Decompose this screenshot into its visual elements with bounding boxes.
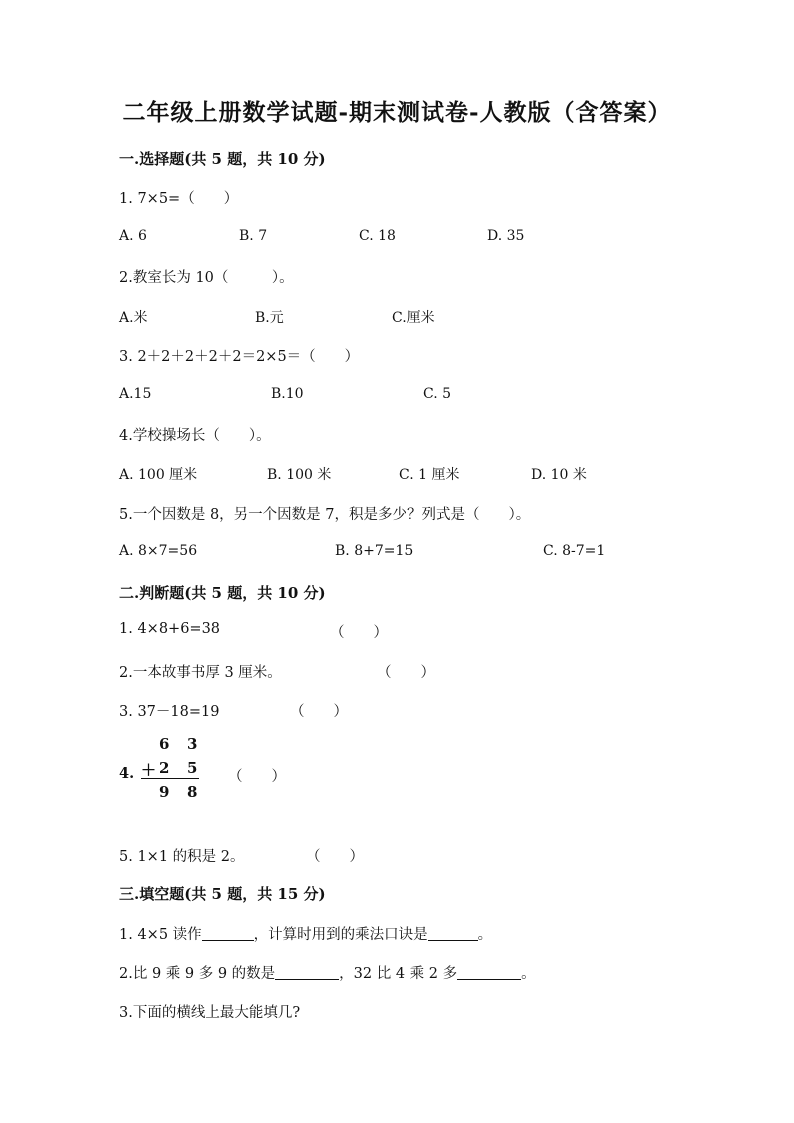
choice-q5-option-c: C. 8-7=1 (543, 543, 606, 559)
fill-q1-text-c: 。 (477, 927, 493, 943)
judge-q3-answer-paren: （ ） (290, 704, 348, 720)
fill-question-1 (119, 923, 492, 944)
section-judge-heading: 二.判断题(共 5 题，共 10 分) (119, 584, 326, 602)
sum-tens: 9 (159, 783, 170, 801)
choice-q2-option-b: B.元 (255, 310, 284, 326)
fill-q2-blank-2[interactable] (457, 965, 521, 980)
choice-question-4: 4.学校操场长（ ）。 (119, 428, 271, 444)
fill-question-3: 3.下面的横线上最大能填几? (119, 1005, 301, 1021)
addend-1-ones: 3 (187, 735, 198, 753)
choice-q4-option-b: B. 100 米 (267, 467, 332, 483)
fill-q2-text-b: ，32 比 4 乘 2 多 (339, 966, 458, 982)
choice-q4-option-c: C. 1 厘米 (399, 467, 460, 483)
sum-line (141, 778, 199, 779)
fill-q1-text-b: ，计算时用到的乘法口诀是 (253, 927, 428, 943)
choice-q5-option-b: B. 8+7=15 (335, 543, 414, 559)
page-title: 二年级上册数学试题-期末测试卷-人教版（含答案） (122, 99, 672, 126)
plus-sign: ＋ (141, 761, 157, 779)
choice-q1-option-b: B. 7 (239, 228, 268, 244)
fill-q1-blank-2[interactable] (428, 926, 478, 941)
choice-q1-option-d: D. 35 (487, 228, 525, 244)
judge-question-1: 1. 4×8+6=38 (119, 621, 221, 637)
judge-q4-answer-paren: （ ） (228, 769, 286, 785)
choice-q4-option-d: D. 10 米 (531, 467, 587, 483)
choice-q2-option-c: C.厘米 (392, 310, 435, 326)
judge-question-3: 3. 37－18=19 (119, 704, 220, 720)
judge-q1-answer-paren: （ ） (330, 625, 388, 641)
choice-question-2: 2.教室长为 10（ ）。 (119, 270, 294, 286)
judge-question-5: 5. 1×1 的积是 2。 (119, 849, 245, 865)
fill-q1-text-a: 1. 4×5 读作 (119, 927, 202, 943)
choice-q1-option-c: C. 18 (359, 228, 396, 244)
choice-question-1: 1. 7×5=（ ） (119, 191, 239, 207)
fill-question-2 (119, 962, 536, 983)
judge-question-4-number: 4. (119, 765, 135, 782)
vertical-addition (119, 735, 319, 805)
addend-1-tens: 6 (159, 735, 170, 753)
judge-q5-answer-paren: （ ） (306, 849, 364, 865)
fill-q2-text-a: 2.比 9 乘 9 多 9 的数是 (119, 966, 276, 982)
addend-2-tens: 2 (159, 759, 170, 777)
sum-ones: 8 (187, 783, 198, 801)
choice-q3-option-a: A.15 (119, 386, 152, 402)
fill-q2-blank-1[interactable] (275, 965, 339, 980)
choice-question-3: 3. 2＋2＋2＋2＋2＝2×5＝（ ） (119, 349, 360, 365)
choice-question-5: 5.一个因数是 8，另一个因数是 7，积是多少？列式是（ ）。 (119, 507, 531, 523)
fill-q2-text-c: 。 (521, 966, 536, 982)
addend-2-ones: 5 (187, 759, 198, 777)
choice-q5-option-a: A. 8×7=56 (119, 543, 198, 559)
choice-q2-option-a: A.米 (119, 310, 148, 326)
choice-q3-option-b: B.10 (271, 386, 304, 402)
choice-q3-option-c: C. 5 (423, 386, 452, 402)
judge-q2-answer-paren: （ ） (377, 665, 435, 681)
section-fill-heading: 三.填空题(共 5 题，共 15 分) (119, 885, 326, 903)
judge-question-2: 2.一本故事书厚 3 厘米。 (119, 665, 282, 681)
section-choice-heading: 一.选择题(共 5 题，共 10 分) (119, 150, 326, 168)
choice-q4-option-a: A. 100 厘米 (119, 467, 198, 483)
fill-q1-blank-1[interactable] (202, 926, 254, 941)
choice-q1-option-a: A. 6 (119, 228, 147, 244)
